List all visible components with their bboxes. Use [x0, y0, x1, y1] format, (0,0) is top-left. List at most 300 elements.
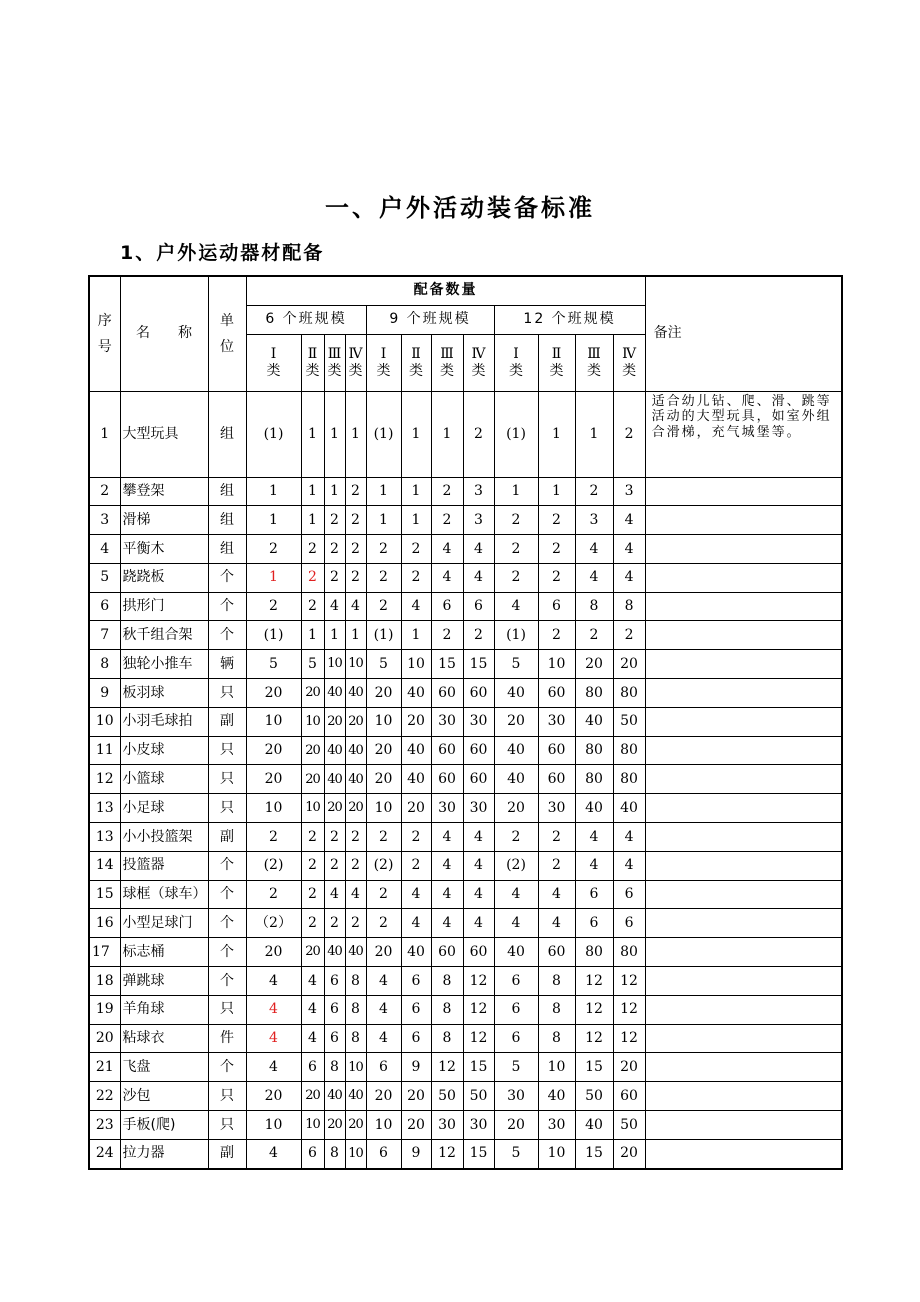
row-remark — [645, 995, 842, 1024]
row-value: 12 — [613, 1024, 645, 1053]
row-value: 2 — [366, 880, 401, 909]
row-value: (2) — [366, 851, 401, 880]
row-value: 30 — [538, 707, 575, 736]
row-seq: 23 — [89, 1111, 120, 1140]
row-remark — [645, 1111, 842, 1140]
table-row — [89, 707, 842, 736]
row-value: 2 — [301, 592, 324, 621]
row-value: 12 — [613, 995, 645, 1024]
row-value: 8 — [538, 967, 575, 996]
header-scale-6: 6 个班规模 — [246, 305, 366, 334]
row-name: 飞盘 — [120, 1053, 208, 1082]
row-unit: 个 — [208, 592, 246, 621]
row-value: 20 — [301, 938, 324, 967]
row-value: 4 — [463, 535, 494, 564]
row-value: 6 — [366, 1139, 401, 1168]
row-value: 2 — [538, 823, 575, 852]
table-row — [89, 1111, 842, 1140]
row-name: 拱形门 — [120, 592, 208, 621]
row-value: 6 — [431, 592, 463, 621]
row-value: 40 — [345, 1082, 366, 1111]
table-row — [89, 621, 842, 650]
row-value: 80 — [575, 736, 613, 765]
row-value: 40 — [575, 1111, 613, 1140]
row-value: 4 — [494, 880, 538, 909]
row-value: 8 — [538, 1024, 575, 1053]
row-value: 10 — [366, 1111, 401, 1140]
row-value: 2 — [538, 535, 575, 564]
category-roman: Ⅰ — [270, 345, 277, 362]
row-value: 2 — [324, 563, 345, 592]
row-value: 2 — [324, 909, 345, 938]
section-title: 1、户外运动器材配备 — [120, 242, 325, 264]
row-name: 弹跳球 — [120, 967, 208, 996]
row-value: 12 — [431, 1139, 463, 1168]
row-remark — [645, 794, 842, 823]
category-roman: Ⅲ — [440, 345, 454, 362]
row-unit: 只 — [208, 1111, 246, 1140]
row-value: 15 — [463, 650, 494, 679]
table-row — [89, 765, 842, 794]
row-value: 4 — [401, 592, 431, 621]
row-value: 1 — [324, 621, 345, 650]
row-value: 4 — [463, 880, 494, 909]
row-value: 6 — [613, 880, 645, 909]
header-category — [463, 334, 494, 391]
table-row — [89, 477, 842, 506]
row-name: 平衡木 — [120, 535, 208, 564]
row-value: 8 — [431, 1024, 463, 1053]
row-value: 8 — [613, 592, 645, 621]
row-value: 30 — [463, 794, 494, 823]
row-value: 40 — [345, 736, 366, 765]
row-name: 小羽毛球拍 — [120, 707, 208, 736]
category-roman: Ⅳ — [622, 345, 637, 362]
row-name: 小小投篮架 — [120, 823, 208, 852]
category-roman: Ⅰ — [513, 345, 519, 362]
row-value: 10 — [538, 1139, 575, 1168]
row-unit: 组 — [208, 506, 246, 535]
row-remark — [645, 823, 842, 852]
row-seq: 4 — [89, 535, 120, 564]
row-unit: 个 — [208, 880, 246, 909]
header-category — [431, 334, 463, 391]
row-value: 50 — [431, 1082, 463, 1111]
table-row — [89, 1082, 842, 1111]
table-row — [89, 794, 842, 823]
category-suffix: 类 — [509, 362, 523, 379]
row-unit: 只 — [208, 736, 246, 765]
row-value: 4 — [246, 1139, 301, 1168]
row-value: 2 — [246, 823, 301, 852]
row-value: 20 — [366, 736, 401, 765]
row-seq: 2 — [89, 477, 120, 506]
category-roman: Ⅳ — [348, 345, 363, 362]
row-name: 球框（球车） — [120, 880, 208, 909]
row-value: 1 — [301, 391, 324, 477]
row-value: 2 — [463, 621, 494, 650]
row-value: 15 — [575, 1139, 613, 1168]
row-value: 2 — [301, 909, 324, 938]
row-remark — [645, 880, 842, 909]
row-value: 40 — [324, 1082, 345, 1111]
row-seq: 15 — [89, 880, 120, 909]
row-value: 40 — [324, 736, 345, 765]
category-roman: Ⅰ — [380, 345, 387, 362]
row-value: 10 — [345, 650, 366, 679]
row-value: 4 — [366, 995, 401, 1024]
row-value: 80 — [613, 938, 645, 967]
row-unit: 组 — [208, 477, 246, 506]
row-value: 1 — [538, 391, 575, 477]
row-value: 20 — [246, 938, 301, 967]
row-remark: 适合幼儿钻、爬、滑、跳等活动的大型玩具，如室外组合滑梯，充气城堡等。 — [645, 391, 842, 477]
row-value: 6 — [463, 592, 494, 621]
row-remark — [645, 679, 842, 708]
row-value: 4 — [246, 1024, 301, 1053]
row-value: 30 — [463, 1111, 494, 1140]
row-unit: 辆 — [208, 650, 246, 679]
row-value: 20 — [301, 1082, 324, 1111]
row-value: 40 — [345, 765, 366, 794]
row-remark — [645, 592, 842, 621]
table-row — [89, 535, 842, 564]
row-value: 1 — [301, 477, 324, 506]
row-value: 40 — [575, 794, 613, 823]
row-value: 10 — [246, 794, 301, 823]
header-category — [613, 334, 645, 391]
row-unit: 个 — [208, 909, 246, 938]
row-seq: 19 — [89, 995, 120, 1024]
row-value: 4 — [366, 967, 401, 996]
row-value: 20 — [324, 707, 345, 736]
row-value: 5 — [366, 650, 401, 679]
table-row — [89, 1139, 842, 1168]
row-value: 4 — [463, 909, 494, 938]
row-value: 2 — [366, 823, 401, 852]
row-value: 1 — [401, 477, 431, 506]
row-value: 1 — [366, 506, 401, 535]
row-value: 20 — [324, 794, 345, 823]
category-suffix: 类 — [348, 362, 363, 379]
row-value: 4 — [431, 563, 463, 592]
row-unit: 只 — [208, 765, 246, 794]
row-value: 6 — [401, 967, 431, 996]
row-name: 秋千组合架 — [120, 621, 208, 650]
row-remark — [645, 765, 842, 794]
row-unit: 只 — [208, 1082, 246, 1111]
row-seq: 17 — [89, 938, 120, 967]
row-value: 1 — [345, 621, 366, 650]
header-category — [345, 334, 366, 391]
row-value: 40 — [324, 765, 345, 794]
row-value: 6 — [301, 1053, 324, 1082]
row-remark — [645, 1053, 842, 1082]
row-value: 2 — [301, 851, 324, 880]
table-row — [89, 506, 842, 535]
row-value: 12 — [463, 967, 494, 996]
row-value: 10 — [345, 1139, 366, 1168]
row-value: 4 — [345, 592, 366, 621]
row-remark — [645, 851, 842, 880]
row-value: 2 — [324, 851, 345, 880]
row-value: 10 — [301, 794, 324, 823]
row-name: 沙包 — [120, 1082, 208, 1111]
row-value: 4 — [431, 851, 463, 880]
row-value: 6 — [575, 909, 613, 938]
row-seq: 14 — [89, 851, 120, 880]
row-value: 4 — [366, 1024, 401, 1053]
row-value: 20 — [401, 1082, 431, 1111]
header-category — [538, 334, 575, 391]
row-value: 20 — [613, 650, 645, 679]
row-value: 4 — [301, 995, 324, 1024]
table-row — [89, 1024, 842, 1053]
row-value: 8 — [324, 1053, 345, 1082]
row-value: 2 — [401, 535, 431, 564]
row-value: (1) — [246, 621, 301, 650]
row-seq: 13 — [89, 794, 120, 823]
row-value: 40 — [345, 679, 366, 708]
row-value: 12 — [463, 1024, 494, 1053]
row-value: 10 — [538, 1053, 575, 1082]
row-value: 20 — [345, 794, 366, 823]
category-roman: Ⅲ — [327, 345, 342, 362]
row-value: 6 — [494, 995, 538, 1024]
row-value: 60 — [431, 736, 463, 765]
row-value: 4 — [246, 995, 301, 1024]
row-value: 2 — [366, 592, 401, 621]
category-roman: Ⅱ — [411, 345, 421, 362]
category-roman: Ⅳ — [471, 345, 486, 362]
row-seq: 16 — [89, 909, 120, 938]
row-seq: 13 — [89, 823, 120, 852]
row-value: 10 — [301, 707, 324, 736]
row-value: 40 — [345, 938, 366, 967]
row-remark — [645, 967, 842, 996]
row-value: 2 — [366, 563, 401, 592]
row-value: 2 — [538, 621, 575, 650]
row-value: 4 — [613, 851, 645, 880]
row-value: 4 — [575, 823, 613, 852]
row-value: 80 — [613, 765, 645, 794]
row-value: 1 — [246, 477, 301, 506]
row-value: 40 — [494, 679, 538, 708]
row-remark — [645, 1082, 842, 1111]
row-value: 2 — [494, 823, 538, 852]
row-value: 60 — [463, 679, 494, 708]
row-value: (1) — [494, 391, 538, 477]
row-value: 2 — [494, 506, 538, 535]
row-value: 3 — [463, 477, 494, 506]
row-value: 2 — [494, 535, 538, 564]
row-value: 4 — [345, 880, 366, 909]
row-name: 小皮球 — [120, 736, 208, 765]
table-row — [89, 736, 842, 765]
row-value: 2 — [431, 506, 463, 535]
row-value: 4 — [494, 909, 538, 938]
row-value: 5 — [494, 1139, 538, 1168]
row-value: 30 — [538, 1111, 575, 1140]
row-value: 4 — [613, 563, 645, 592]
row-value: 4 — [431, 535, 463, 564]
row-value: 2 — [301, 823, 324, 852]
header-seq — [89, 276, 120, 391]
row-value: 2 — [324, 535, 345, 564]
row-value: 2 — [613, 391, 645, 477]
row-value: 6 — [538, 592, 575, 621]
row-value: 4 — [463, 851, 494, 880]
row-value: 50 — [575, 1082, 613, 1111]
row-value: 10 — [301, 1111, 324, 1140]
row-unit: 副 — [208, 823, 246, 852]
row-value: (1) — [366, 621, 401, 650]
row-value: 80 — [575, 679, 613, 708]
row-unit: 个 — [208, 1053, 246, 1082]
row-name: 板羽球 — [120, 679, 208, 708]
row-remark — [645, 1024, 842, 1053]
row-value: 2 — [575, 621, 613, 650]
row-name: 攀登架 — [120, 477, 208, 506]
row-value: 40 — [613, 794, 645, 823]
row-value: 20 — [613, 1053, 645, 1082]
table-row — [89, 1053, 842, 1082]
row-value: 40 — [324, 938, 345, 967]
row-value: 4 — [538, 909, 575, 938]
row-value: 4 — [613, 506, 645, 535]
row-value: 20 — [246, 736, 301, 765]
row-value: 15 — [431, 650, 463, 679]
row-name: 投篮器 — [120, 851, 208, 880]
row-value: 20 — [366, 938, 401, 967]
row-value: 80 — [613, 736, 645, 765]
row-value: 4 — [575, 563, 613, 592]
row-value: 1 — [538, 477, 575, 506]
header-name: 名 称 — [120, 276, 208, 391]
row-seq: 12 — [89, 765, 120, 794]
row-value: 1 — [324, 477, 345, 506]
row-value: 2 — [345, 477, 366, 506]
row-value: 20 — [401, 707, 431, 736]
row-value: 2 — [324, 823, 345, 852]
row-value: 1 — [575, 391, 613, 477]
row-seq: 20 — [89, 1024, 120, 1053]
row-unit: 组 — [208, 535, 246, 564]
row-value: 2 — [538, 506, 575, 535]
category-suffix: 类 — [471, 362, 486, 379]
row-value: 12 — [575, 1024, 613, 1053]
row-value: 10 — [401, 650, 431, 679]
row-remark — [645, 650, 842, 679]
row-unit: 只 — [208, 995, 246, 1024]
row-name: 滑梯 — [120, 506, 208, 535]
row-value: 20 — [301, 736, 324, 765]
row-value: 20 — [575, 650, 613, 679]
table-row — [89, 679, 842, 708]
row-value: 12 — [431, 1053, 463, 1082]
table-row — [89, 909, 842, 938]
row-value: 20 — [401, 794, 431, 823]
row-remark — [645, 938, 842, 967]
row-value: 8 — [324, 1139, 345, 1168]
row-value: 60 — [431, 679, 463, 708]
row-value: 20 — [301, 765, 324, 794]
row-value: 6 — [494, 1024, 538, 1053]
row-value: 6 — [613, 909, 645, 938]
row-value: 3 — [613, 477, 645, 506]
row-value: 20 — [301, 679, 324, 708]
row-value: 20 — [613, 1139, 645, 1168]
row-name: 大型玩具 — [120, 391, 208, 477]
row-value: 30 — [538, 794, 575, 823]
row-value: 20 — [401, 1111, 431, 1140]
row-value: (1) — [246, 391, 301, 477]
row-value: 1 — [494, 477, 538, 506]
row-remark — [645, 506, 842, 535]
row-value: 4 — [431, 880, 463, 909]
row-unit: 只 — [208, 679, 246, 708]
row-seq: 11 — [89, 736, 120, 765]
row-value: 10 — [345, 1053, 366, 1082]
row-value: 4 — [301, 1024, 324, 1053]
row-value: 1 — [401, 391, 431, 477]
category-suffix: 类 — [440, 362, 454, 379]
table-row — [89, 967, 842, 996]
row-name: 羊角球 — [120, 995, 208, 1024]
row-unit: 组 — [208, 391, 246, 477]
row-value: (1) — [366, 391, 401, 477]
row-value: 8 — [345, 995, 366, 1024]
row-value: 4 — [463, 823, 494, 852]
row-value: 20 — [345, 707, 366, 736]
row-value: 8 — [431, 967, 463, 996]
row-value: 8 — [345, 967, 366, 996]
table-row — [89, 563, 842, 592]
row-seq: 9 — [89, 679, 120, 708]
row-value: 2 — [538, 851, 575, 880]
row-seq: 1 — [89, 391, 120, 477]
row-unit: 个 — [208, 621, 246, 650]
row-value: 50 — [613, 1111, 645, 1140]
row-value: 10 — [246, 1111, 301, 1140]
row-value: 2 — [345, 909, 366, 938]
row-value: 20 — [246, 679, 301, 708]
row-value: 2 — [345, 851, 366, 880]
row-value: (2) — [246, 851, 301, 880]
row-value: 3 — [575, 506, 613, 535]
row-value: 2 — [401, 823, 431, 852]
row-value: 8 — [538, 995, 575, 1024]
header-category — [366, 334, 401, 391]
row-value: 2 — [345, 563, 366, 592]
row-remark — [645, 621, 842, 650]
row-value: 30 — [431, 707, 463, 736]
header-unit — [208, 276, 246, 391]
row-value: 2 — [301, 535, 324, 564]
equipment-table — [88, 275, 843, 1170]
row-value: 12 — [613, 967, 645, 996]
row-unit: 副 — [208, 707, 246, 736]
row-value: 60 — [538, 736, 575, 765]
row-unit: 只 — [208, 794, 246, 823]
row-value: 40 — [494, 736, 538, 765]
row-value: 20 — [366, 1082, 401, 1111]
row-unit: 个 — [208, 851, 246, 880]
row-unit: 个 — [208, 967, 246, 996]
header-category — [246, 334, 301, 391]
row-value: 1 — [324, 391, 345, 477]
table-row — [89, 851, 842, 880]
